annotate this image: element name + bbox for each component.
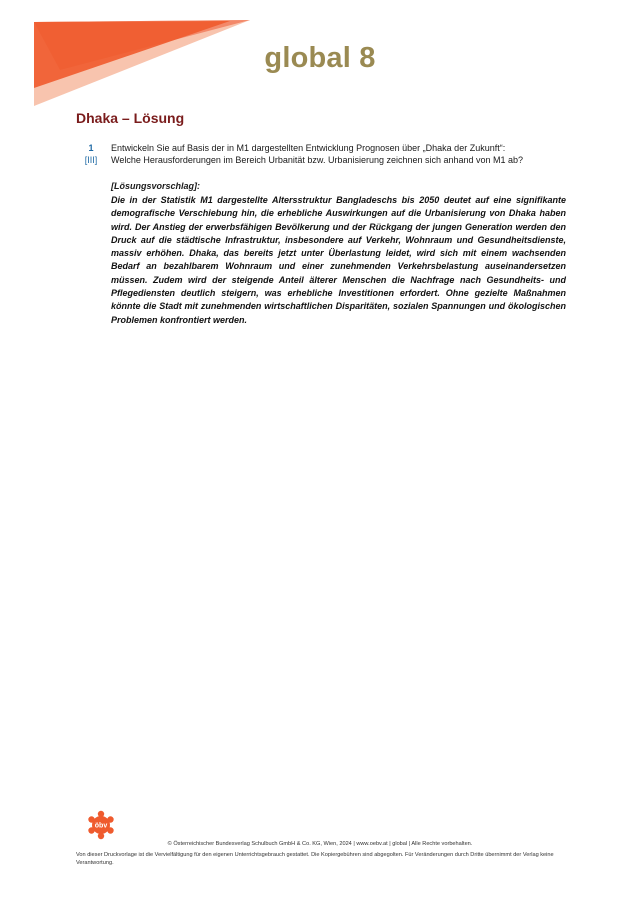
publisher-logo	[86, 810, 116, 840]
publisher-logo-text: öbv	[94, 822, 108, 830]
footer-copyright: © Österreichischer Bundesverlag Schulbuch GmbH & Co. KG, Wien, 2024 | www.oebv.at | global | Alle Rechte vorbehalten.	[167, 841, 473, 847]
solution-label: [Lösungsvorschlag]:	[111, 181, 201, 191]
orange-corner-decoration	[0, 0, 260, 110]
solution-text: Die in der Statistik M1 dargestellte Altersstruktur Bangladeschs bis 2050 deutet auf eine signifikante demografische Verschiebung hin, die erhebliche Auswirkungen auf die Urbanisierung von Dhaka haben wird. Der Anstieg der erwerbsfähigen Bevölkerung und der Rückgang der jungen Generation werden den Druck auf die städtische Infrastruktur, insbesondere auf Verkehr, Wohnraum und Gesundheitsdienste, massiv erhöhen. Dhaka, das bereits jetzt unter Überlastung leidet, wird sich mit einem wachsenden Bedarf an bezahlbarem Wohnraum und einer zunehmenden Verkehrsbelastung auseinandersetzen müssen. Zudem wird der steigende Anteil älterer Menschen die Nachfrage nach Gesundheits- und Pflegediensten deutlich steigern, was erhebliche Investitionen erfordert. Ohne gezielte Maßnahmen könnte die Stadt mit zunehmenden wirtschaftlichen Disparitäten, sozialen Spannungen und ökologischen Problemen konfrontiert werden.	[111, 195, 566, 325]
task-text-line-2: Welche Herausforderungen im Bereich Urbanität bzw. Urbanisierung zeichnen sich anhand von M1 ab?	[111, 155, 524, 165]
task-number: 1	[88, 143, 94, 153]
page-title: Dhaka – Lösung	[76, 110, 185, 126]
footer-note: Von dieser Druckvorlage ist die Vervielfältigung für den eigenen Unterrichtsgebrauch gestattet. Die Kopiergebühren sind abgegolten. Für Veränderungen durch Dritte übernimmt der Verlag keine Verantwortung.	[76, 852, 554, 866]
task-text-line-1: Entwickeln Sie auf Basis der in M1 dargestellten Entwicklung Prognosen über „Dhaka der Zukunft“:	[111, 143, 506, 153]
task-level: [III]	[84, 155, 98, 165]
brand-title: global 8	[264, 42, 376, 74]
